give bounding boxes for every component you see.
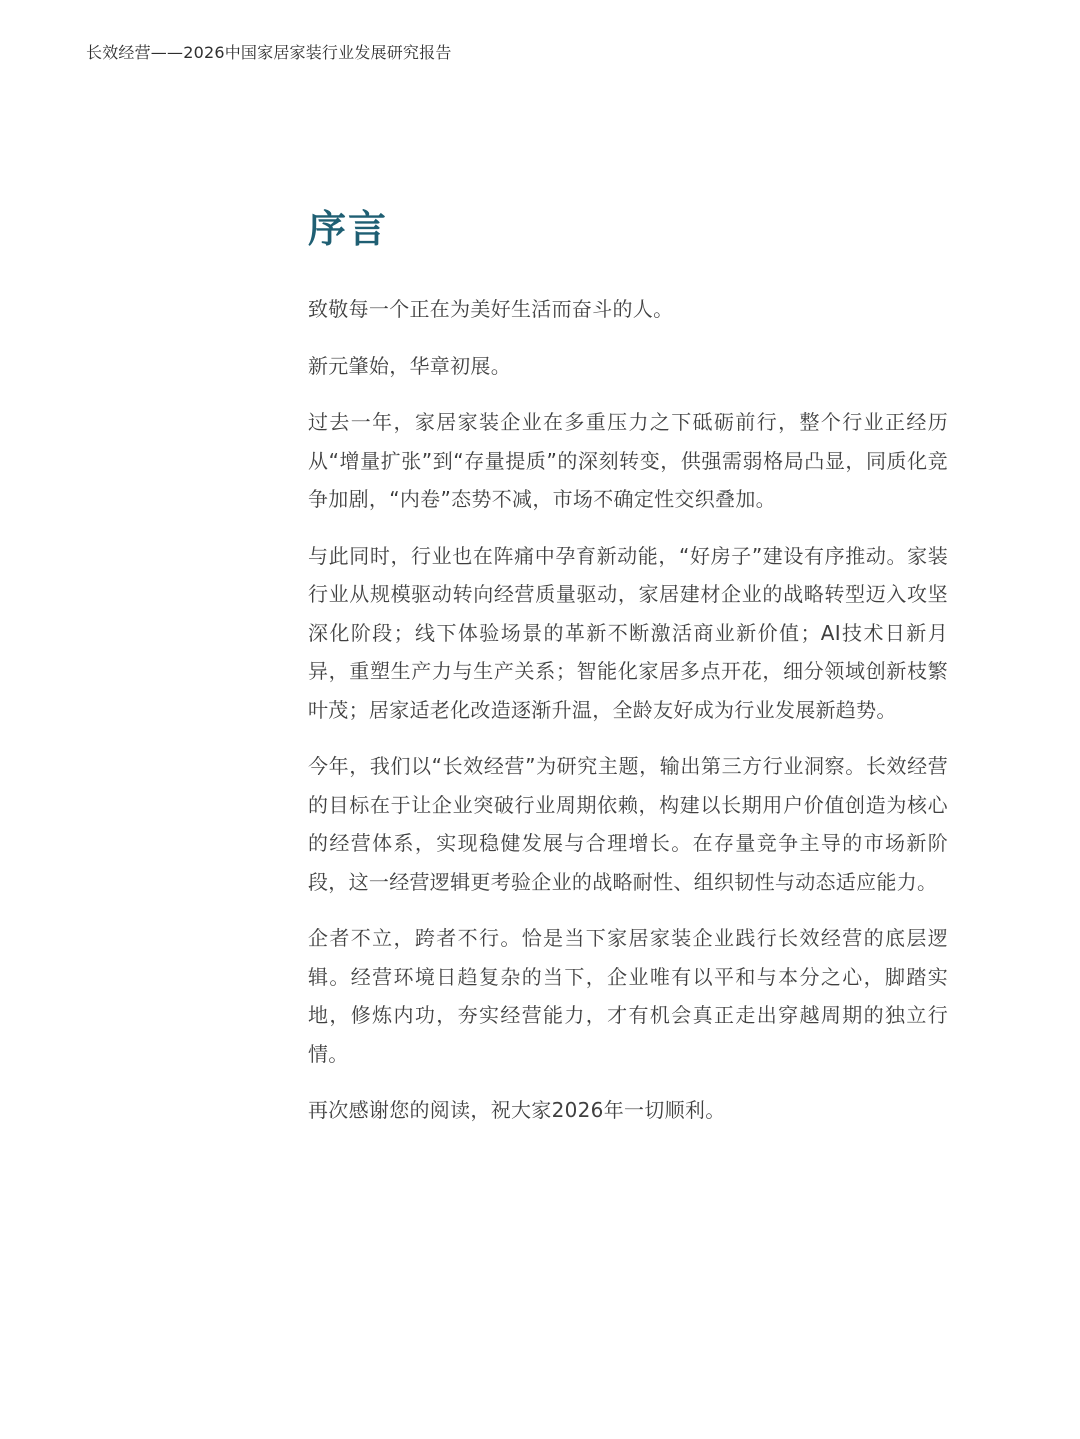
preface-body bbox=[308, 290, 948, 1148]
paragraph-3: 过去一年，家居家装企业在多重压力之下砥砺前行，整个行业正经历从“增量扩张”到“存量提质”的深刻转变，供强需弱格局凸显，同质化竞争加剧，“内卷”态势不减，市场不确定性交织叠加。 bbox=[308, 410, 948, 511]
paragraph-2: 新元肇始，华章初展。 bbox=[308, 353, 511, 378]
paragraph-5: 今年，我们以“长效经营”为研究主题，输出第三方行业洞察。长效经营的目标在于让企业突破行业周期依赖，构建以长期用户价值创造为核心的经营体系，实现稳健发展与合理增长。在存量竞争主导的市场新阶段，这一经营逻辑更考验企业的战略耐性、组织韧性与动态适应能力。 bbox=[308, 754, 948, 894]
running-header: 长效经营——2026中国家居家装行业发展研究报告 bbox=[86, 43, 452, 62]
page-title: 序言 bbox=[308, 207, 389, 251]
paragraph-4: 与此同时，行业也在阵痛中孕育新动能，“好房子”建设有序推动。家装行业从规模驱动转向经营质量驱动，家居建材企业的战略转型迈入攻坚深化阶段；线下体验场景的革新不断激活商业新价值；AI技术日新月异，重塑生产力与生产关系；智能化家居多点开花，细分领域创新枝繁叶茂；居家适老化改造逐渐升温，全龄友好成为行业发展新趋势。 bbox=[308, 543, 948, 722]
paragraph-1: 致敬每一个正在为美好生活而奋斗的人。 bbox=[308, 297, 674, 321]
paragraph-6: 企者不立，跨者不行。恰是当下家居家装企业践行长效经营的底层逻辑。经营环境日趋复杂的当下，企业唯有以平和与本分之心，脚踏实地，修炼内功，夯实经营能力，才有机会真正走出穿越周期的独立行情。 bbox=[308, 926, 948, 1066]
paragraph-7: 再次感谢您的阅读，祝大家2026年一切顺利。 bbox=[308, 1098, 726, 1122]
